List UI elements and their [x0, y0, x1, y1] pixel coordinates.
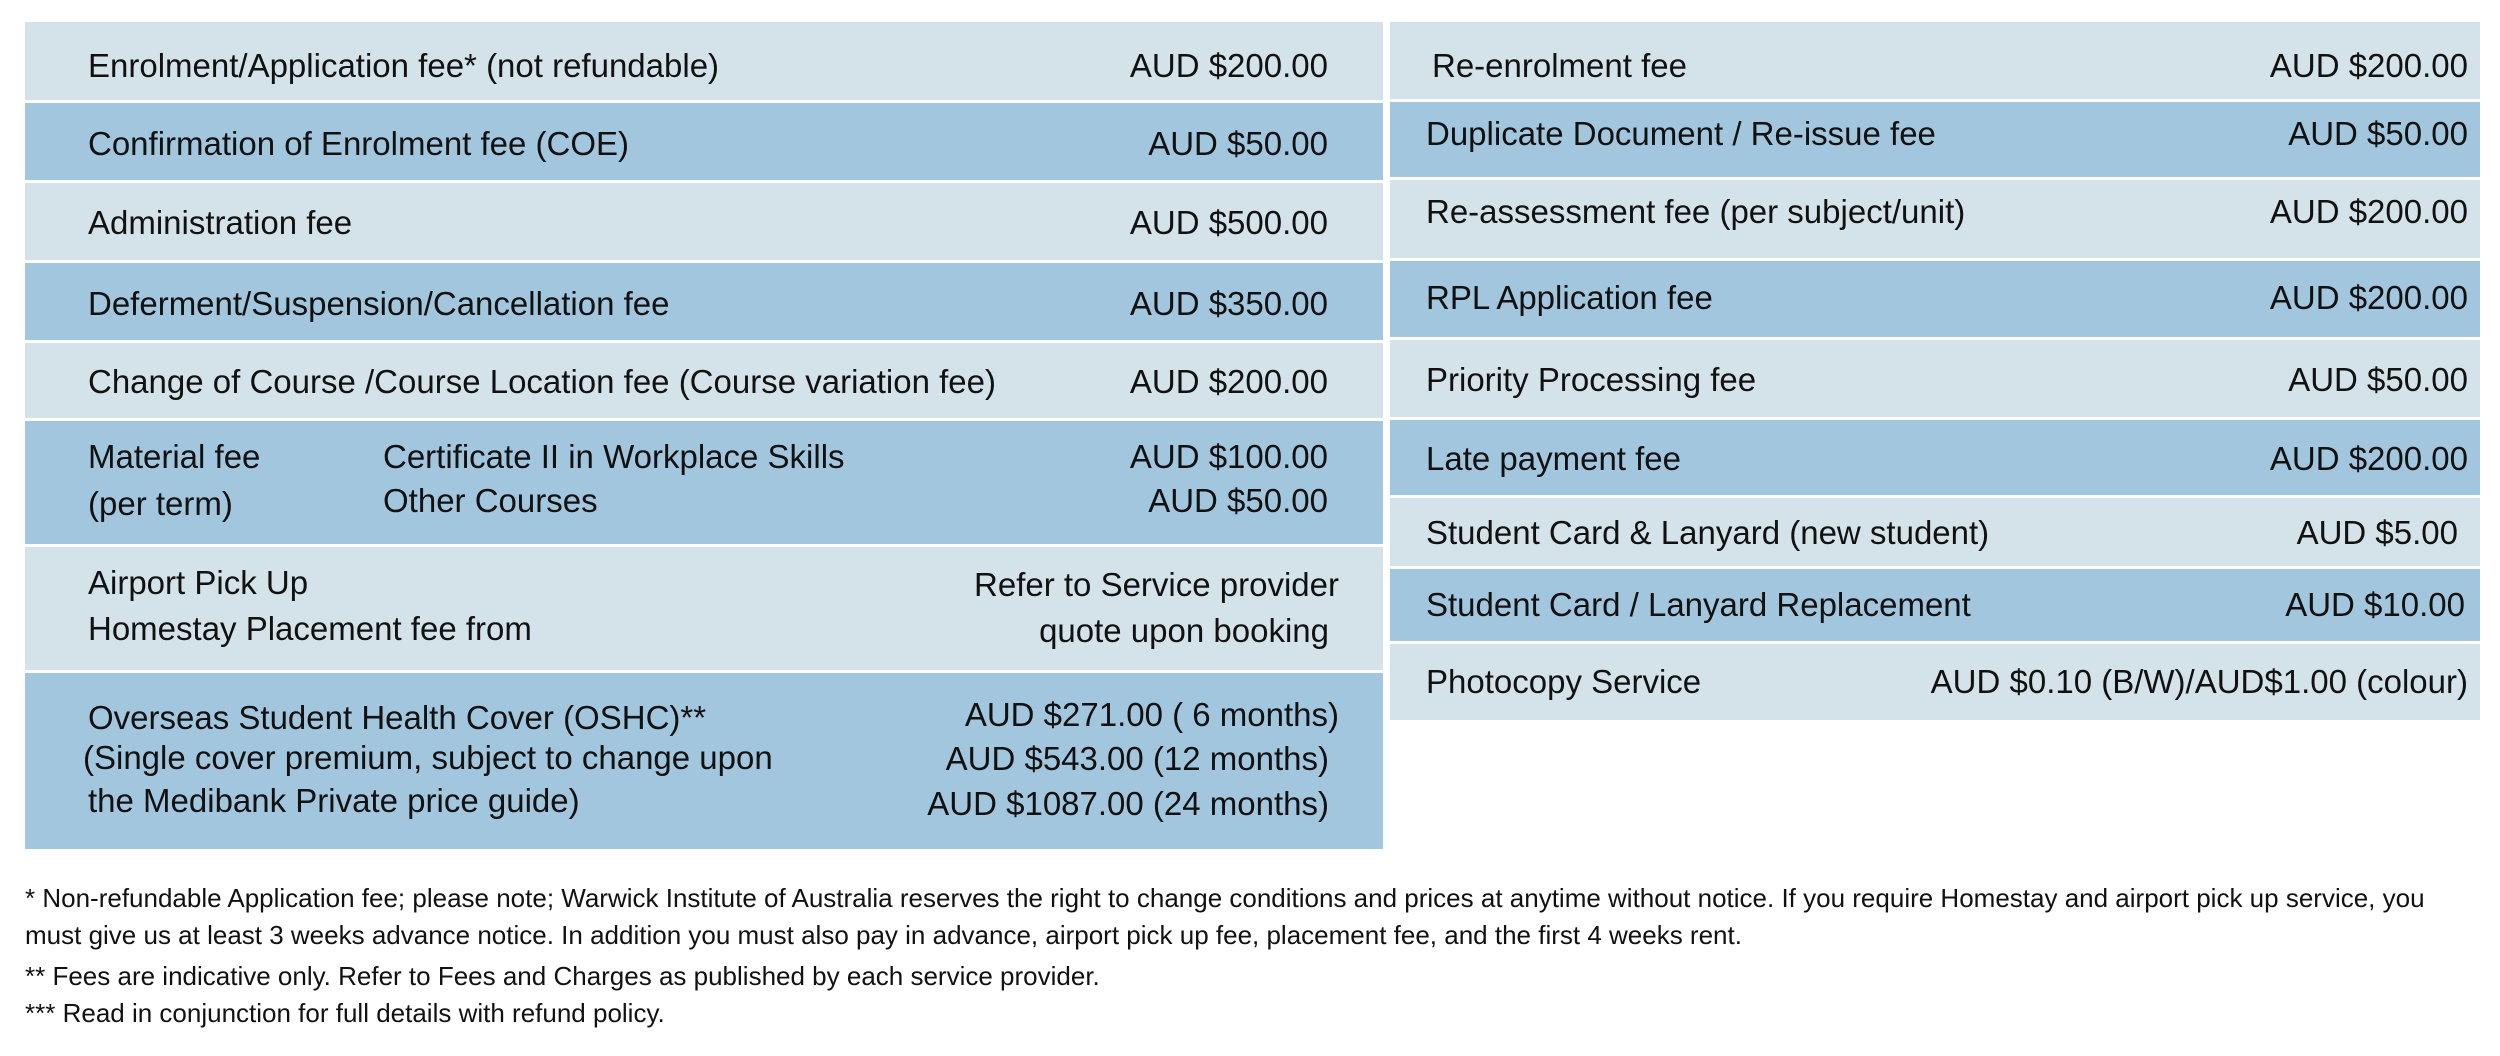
fee-price: AUD $50.00	[2288, 115, 2468, 152]
left-fee-table	[25, 22, 1383, 849]
material-fee-label: Material fee	[88, 438, 261, 475]
fee-row-late-payment	[1390, 420, 2480, 498]
homestay-label: Homestay Placement fee from	[88, 610, 532, 647]
fee-label: Student Card & Lanyard (new student)	[1426, 514, 1990, 551]
footnotes	[25, 880, 2475, 1032]
fee-price: AUD $200.00	[2269, 279, 2468, 316]
pickup-price: Refer to Service provider	[974, 566, 1339, 603]
fee-row-pickup	[25, 547, 1383, 673]
oshc-sublabel: the Medibank Private price guide)	[88, 782, 580, 819]
fee-row-enrolment	[25, 22, 1383, 103]
material-price: AUD $50.00	[1148, 482, 1328, 519]
fee-row-rpl	[1390, 261, 2480, 340]
fee-label: Priority Processing fee	[1426, 361, 1757, 398]
material-course: Certificate II in Workplace Skills	[383, 438, 845, 475]
fee-price: AUD $200.00	[2269, 47, 2468, 84]
fee-price: AUD $200.00	[1129, 47, 1328, 84]
fee-price: AUD $10.00	[2285, 586, 2465, 623]
fee-row-change-of-course	[25, 343, 1383, 421]
oshc-price: AUD $543.00 (12 months)	[945, 740, 1329, 777]
fee-label: Administration fee	[88, 204, 353, 241]
oshc-label: Overseas Student Health Cover (OSHC)**	[88, 699, 707, 736]
fee-row-student-card-new	[1390, 498, 2480, 569]
fee-label: Confirmation of Enrolment fee (COE)	[88, 125, 630, 162]
fee-price: AUD $200.00	[2269, 193, 2468, 230]
fee-row-student-card-replacement	[1390, 569, 2480, 644]
fee-label: Duplicate Document / Re-issue fee	[1426, 115, 1936, 152]
oshc-price: AUD $271.00 ( 6 months)	[964, 696, 1339, 733]
oshc-price: AUD $1087.00 (24 months)	[927, 785, 1329, 822]
fee-row-duplicate-document	[1390, 102, 2480, 180]
oshc-sublabel: (Single cover premium, subject to change upon	[83, 739, 773, 776]
material-fee-sublabel: (per term)	[88, 485, 233, 522]
fee-row-priority-processing	[1390, 340, 2480, 420]
fee-price: AUD $5.00	[2296, 514, 2458, 551]
footnote-application-fee: * Non-refundable Application fee; please note; Warwick Institute of Australia reserves the right to change conditions and prices at anytime without notice. If you require Homestay and airport pick up service, you must give us at least 3 weeks advance notice. In addition you must also pay in advance, airport pick up fee, placement fee, and the first 4 weeks rent.	[25, 883, 2425, 950]
fee-label: Enrolment/Application fee* (not refundable)	[88, 47, 720, 84]
fee-row-re-assessment	[1390, 180, 2480, 261]
fee-price: AUD $0.10 (B/W)/AUD$1.00 (colour)	[1930, 663, 2468, 700]
fee-label: Late payment fee	[1426, 440, 1682, 477]
fee-label: Re-assessment fee (per subject/unit)	[1426, 193, 1966, 230]
fee-label: Student Card / Lanyard Replacement	[1426, 586, 1971, 623]
fee-label: Deferment/Suspension/Cancellation fee	[88, 285, 670, 322]
fee-price: AUD $50.00	[1148, 125, 1328, 162]
fee-label: RPL Application fee	[1426, 279, 1713, 316]
material-price: AUD $100.00	[1129, 438, 1328, 475]
fee-row-deferment	[25, 263, 1383, 343]
fee-row-oshc	[25, 673, 1383, 849]
fee-row-photocopy	[1390, 644, 2480, 720]
fee-price: AUD $500.00	[1129, 204, 1328, 241]
fee-price: AUD $200.00	[1129, 363, 1328, 400]
fee-row-administration	[25, 183, 1383, 263]
right-fee-table	[1390, 22, 2480, 720]
fee-price: AUD $200.00	[2269, 440, 2468, 477]
pickup-label: Airport Pick Up	[88, 564, 309, 601]
fee-row-re-enrolment	[1390, 22, 2480, 102]
footnote-refund-policy: *** Read in conjunction for full details with refund policy.	[25, 998, 665, 1028]
fee-price: AUD $50.00	[2288, 361, 2468, 398]
pickup-price: quote upon booking	[1039, 612, 1329, 649]
fee-label: Re-enrolment fee	[1432, 47, 1687, 84]
fee-label: Change of Course /Course Location fee (Course variation fee)	[88, 363, 996, 400]
fee-price: AUD $350.00	[1129, 285, 1328, 322]
fee-row-material	[25, 421, 1383, 547]
footnote-indicative-fees: ** Fees are indicative only. Refer to Fees and Charges as published by each service provider.	[25, 961, 1100, 991]
material-course: Other Courses	[383, 482, 598, 519]
fee-label: Photocopy Service	[1426, 663, 1702, 700]
fee-row-coe	[25, 103, 1383, 183]
